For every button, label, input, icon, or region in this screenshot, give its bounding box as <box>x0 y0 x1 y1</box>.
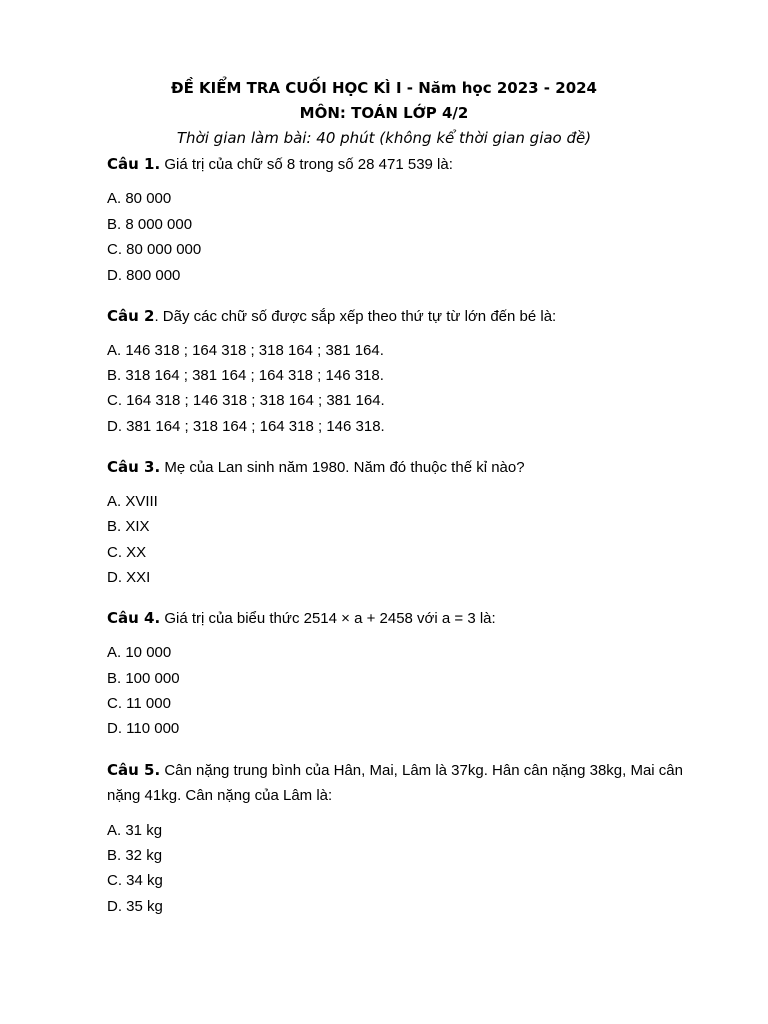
question-2 <box>107 304 697 329</box>
q1-option-c: C. 80 000 000 <box>107 241 202 258</box>
q5-option-a: A. 31 kg <box>107 822 163 839</box>
exam-title: ĐỀ KIỂM TRA CUỐI HỌC KÌ I - Năm học 2023 - 2024 <box>171 79 597 97</box>
q3-option-a: A. XVIII <box>107 493 158 510</box>
q4-option-d: D. 110 000 <box>107 720 180 737</box>
q5-option-d: D. 35 kg <box>107 898 163 915</box>
q4-option-a: A. 10 000 <box>107 644 172 661</box>
question-label: Câu 3. <box>107 458 161 476</box>
question-text: Mẹ của Lan sinh năm 1980. Năm đó thuộc thế kỉ nào? <box>160 459 525 476</box>
question-label: Câu 5. <box>107 761 161 779</box>
question-label: Câu 4. <box>107 609 161 627</box>
q5-option-b: B. 32 kg <box>107 847 163 864</box>
q1-option-b: B. 8 000 000 <box>107 216 193 233</box>
q4-option-b: B. 100 000 <box>107 670 180 687</box>
q2-option-a: A. 146 318 ; 164 318 ; 318 164 ; 381 164. <box>107 342 384 359</box>
q1-option-a: A. 80 000 <box>107 190 172 207</box>
q2-option-d: D. 381 164 ; 318 164 ; 164 318 ; 146 318. <box>107 418 385 435</box>
question-1 <box>107 152 697 177</box>
question-label: Câu 2 <box>107 307 155 325</box>
q3-option-c: C. XX <box>107 544 147 561</box>
question-label: Câu 1. <box>107 155 161 173</box>
q1-option-d: D. 800 000 <box>107 267 181 284</box>
question-text: Cân nặng trung bình của Hân, Mai, Lâm là 37kg. Hân cân nặng 38kg, Mai cân nặng 41kg. Cân nặng của Lâm là: <box>107 762 683 804</box>
q2-option-b: B. 318 164 ; 381 164 ; 164 318 ; 146 318. <box>107 367 384 384</box>
question-3 <box>107 455 697 480</box>
question-text: . Dãy các chữ số được sắp xếp theo thứ tự từ lớn đến bé là: <box>154 308 557 325</box>
q2-option-c: C. 164 318 ; 146 318 ; 318 164 ; 381 164. <box>107 392 385 409</box>
question-text: Giá trị của biểu thức 2514 × a + 2458 với a = 3 là: <box>160 610 496 627</box>
q5-option-c: C. 34 kg <box>107 872 163 889</box>
q4-option-c: C. 11 000 <box>107 695 171 712</box>
question-4 <box>107 606 697 631</box>
exam-subject: MÔN: TOÁN LỚP 4/2 <box>299 104 469 122</box>
exam-time-note: Thời gian làm bài: 40 phút (không kể thời gian giao đề) <box>176 129 592 147</box>
question-text: Giá trị của chữ số 8 trong số 28 471 539 là: <box>160 156 453 173</box>
q3-option-b: B. XIX <box>107 518 150 535</box>
question-5 <box>107 758 697 808</box>
q3-option-d: D. XXI <box>107 569 151 586</box>
